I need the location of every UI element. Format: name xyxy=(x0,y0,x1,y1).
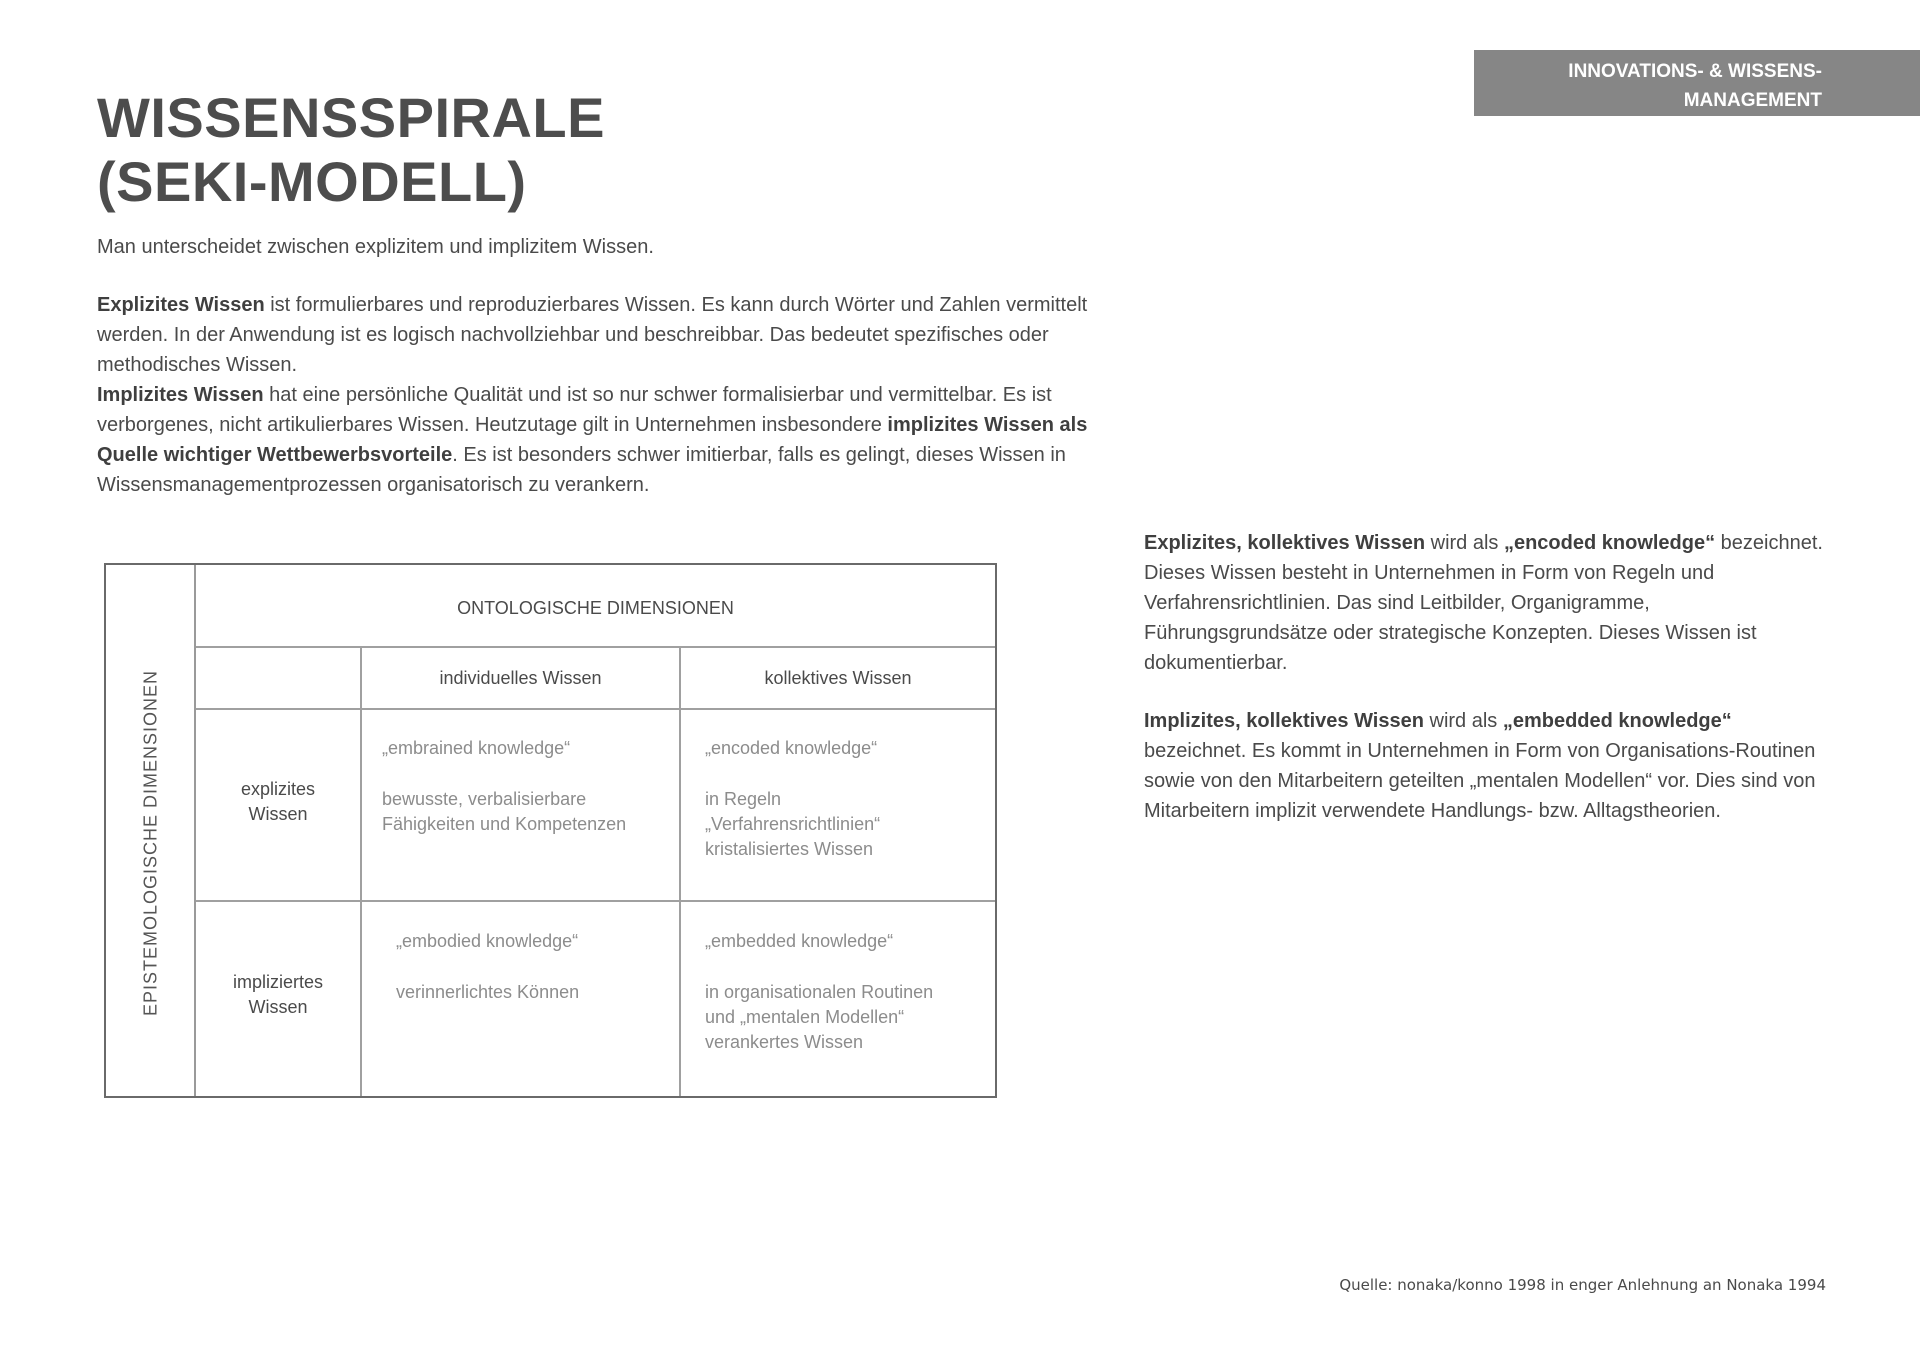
cell-embodied-text xyxy=(396,929,579,1005)
cell-title: „embedded knowledge“ xyxy=(705,931,894,951)
embedded-text-2: bezeichnet. Es kommt in Unternehmen in Form von Organisations-Routinen sowie von den Mitarbeitern geteilten „mentalen Modellen“ vor. Dies sind von Mitarbeitern implizit verwendete Handlungs- bzw. Alltagstheorien. xyxy=(1144,740,1816,822)
cell-line: kristalisiertes Wissen xyxy=(705,839,874,859)
cell-title: „embodied knowledge“ xyxy=(396,931,579,951)
cell-line: verinnerlichtes Können xyxy=(396,982,580,1002)
encoded-term: „encoded knowledge“ xyxy=(1503,532,1716,554)
explicit-text: ist formulierbares und reproduzierbares Wissen. Es kann durch Wörter und Zahlen vermittelt werden. In der Anwendung ist es logisch nachvollziehbar und beschreibbar. Das bedeutet spezifisches oder methodisches Wissen. xyxy=(97,294,1088,376)
cell-line: in organisationalen Routinen xyxy=(705,982,934,1002)
cell-embedded-knowledge xyxy=(681,902,995,1096)
implicit-text-2: . Es ist besonders schwer imitierbar, falls es gelingt, dieses Wissen in Wissensmanagementprozessen organisatorisch zu verankern. xyxy=(97,444,1066,496)
cell-title: „encoded knowledge“ xyxy=(705,738,878,758)
row-implicit-line1: impliziertes xyxy=(232,972,324,992)
cell-line: Fähigkeiten und Kompetenzen xyxy=(382,814,627,834)
page-title xyxy=(97,86,605,214)
cell-embedded-text xyxy=(705,929,933,1055)
knowledge-matrix xyxy=(104,563,997,1098)
cell-line: „Verfahrensrichtlinien“ xyxy=(705,814,881,834)
epistemological-axis xyxy=(106,565,196,1096)
column-header-collective xyxy=(681,648,995,710)
row-explicit-line2: Wissen xyxy=(248,804,308,824)
section-badge-line1: INNOVATIONS- & WISSENS- xyxy=(1568,61,1822,82)
page-title-line1: WISSENSSPIRALE xyxy=(97,86,605,149)
embedded-knowledge-paragraph xyxy=(1144,706,1824,826)
cell-encoded-knowledge xyxy=(681,710,995,902)
implicit-knowledge-paragraph xyxy=(97,380,1127,500)
cell-line: und „mentalen Modellen“ xyxy=(705,1007,905,1027)
ontological-header xyxy=(196,565,995,648)
cell-embodied-knowledge xyxy=(362,902,681,1096)
row-explicit-line1: explizites xyxy=(240,779,316,799)
embedded-lead: Implizites, kollektives Wissen xyxy=(1144,710,1424,732)
column-header-individual-label: individuelles Wissen xyxy=(439,668,602,688)
page-title-line2: (SEKI-MODELL) xyxy=(97,150,527,213)
explicit-knowledge-paragraph xyxy=(97,290,1127,380)
embedded-text-1: wird als xyxy=(1423,710,1503,732)
row-header-explicit-label xyxy=(196,777,360,827)
cell-embrained-text xyxy=(382,736,626,837)
implicit-lead: Implizites Wissen xyxy=(97,384,264,406)
explicit-lead: Explizites Wissen xyxy=(97,294,265,316)
encoded-text-1: wird als xyxy=(1425,532,1504,554)
header-empty-cell xyxy=(196,648,362,710)
cell-title: „embrained knowledge“ xyxy=(382,738,571,758)
section-badge-line2: MANAGEMENT xyxy=(1683,90,1822,111)
cell-line: in Regeln xyxy=(705,789,782,809)
encoded-text-2: bezeichnet. Dieses Wissen besteht in Unternehmen in Form von Regeln und Verfahrensrichtlinien. Das sind Leitbilder, Organigramme, Führungsgrundsätze oder strategische Konzepten. Dieses Wissen ist dokumentierbar. xyxy=(1144,532,1823,674)
cell-embrained-knowledge xyxy=(362,710,681,902)
column-header-individual xyxy=(362,648,681,710)
row-header-implicit xyxy=(196,902,362,1096)
column-header-collective-label: kollektives Wissen xyxy=(764,668,912,688)
encoded-knowledge-paragraph xyxy=(1144,528,1824,678)
source-citation: Quelle: nonaka/konno 1998 in enger Anlehnung an Nonaka 1994 xyxy=(1339,1276,1826,1294)
ontological-label: ONTOLOGISCHE DIMENSIONEN xyxy=(457,598,734,618)
embedded-term: „embedded knowledge“ xyxy=(1502,710,1732,732)
row-implicit-line2: Wissen xyxy=(248,997,308,1017)
row-header-explicit xyxy=(196,710,362,902)
implicit-highlight: implizites Wissen als Quelle wichtiger Wettbewerbsvorteile xyxy=(97,414,1088,466)
row-header-implicit-label xyxy=(196,970,360,1020)
epistemological-label: EPISTEMOLOGISCHE DIMENSIONEN xyxy=(140,669,161,1017)
encoded-lead: Explizites, kollektives Wissen xyxy=(1144,532,1426,554)
cell-line: bewusste, verbalisierbare xyxy=(382,789,587,809)
section-badge xyxy=(1474,50,1920,116)
cell-encoded-text xyxy=(705,736,880,862)
implicit-text-1: hat eine persönliche Qualität und ist so nur schwer formalisierbar und vermittelbar. Es ist verborgenes, nicht artikulierbares Wissen. Heutzutage gilt in Unternehmen insbesondere xyxy=(97,384,1052,436)
cell-line: verankertes Wissen xyxy=(705,1032,864,1052)
intro-text: Man unterscheidet zwischen explizitem und implizitem Wissen. xyxy=(97,236,654,258)
